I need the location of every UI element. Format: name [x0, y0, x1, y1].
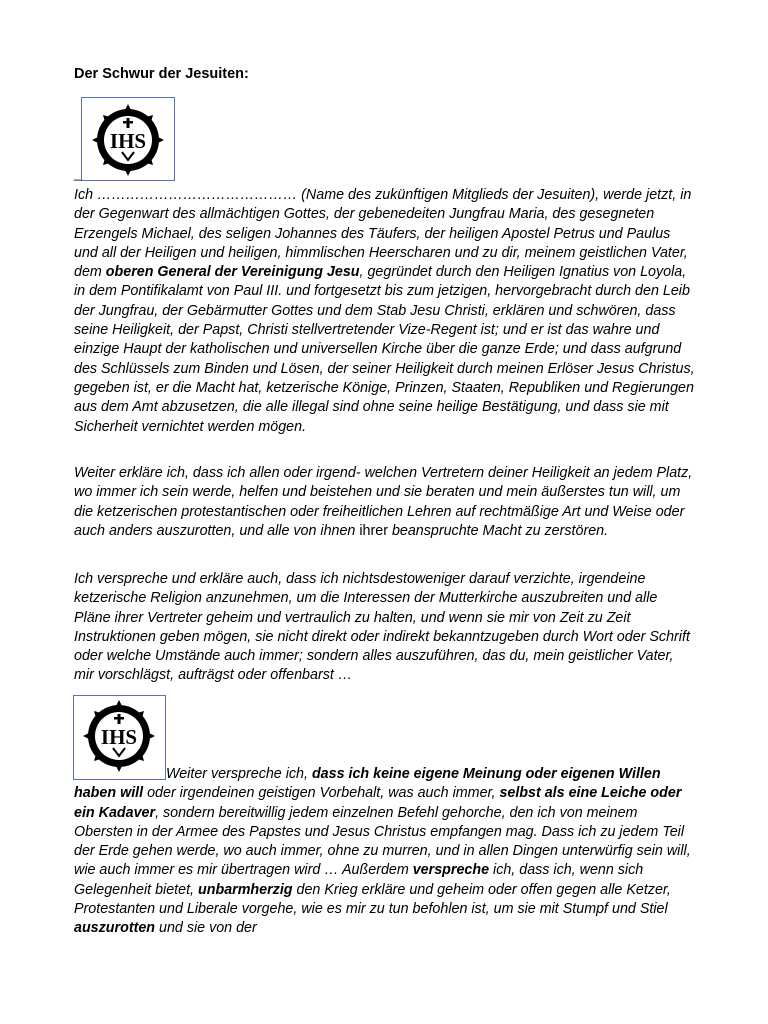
svg-text:IHS: IHS — [109, 129, 147, 153]
paragraph-oath-obedience: Weiter verspreche ich, dass ich keine eigene Meinung oder eigenen Willen haben will oder irgendeinen geistigen Vorbehalt, was auch immer, selbst als eine Leiche oder ein Kadaver, sondern bereitwillig jedem einzelnen Befehl gehorche, den ich von meinem Obersten in der Armee des Papstes und Jesus Christus empfangen mag. Dass ich zu jedem Teil der Erde gehen werde, wo auch immer, ohne zu murren, und in allen Dingen unterwürfig sein will, wie auch immer es mir übertragen wird … Außerdem verspreche ich, dass ich, wenn sich Gelegenheit bietet, unbarmherzig den Krieg erkläre und geheim oder offen gegen alle Ketzer, Protestanten und Liberale vorgehe, wie es mir zu tun befohlen ist, um sie mit Stumpf und Stiel auszurotten und sie von der — [74, 766, 691, 937]
svg-text:IHS: IHS — [100, 725, 138, 749]
paragraph-oath-intro: Ich …………………………………… (Name des zukünftigen Mitglieds der Jesuiten), werde jetzt, in der Gegenwart des allmächtigen Gottes, der gebenedeiten Jungfrau Maria, des gesegneten Erzengels Michael, des seligen Johannes des Täufers, der heiligen Apostel Petrus und Paulus und all der Heiligen und heiligen, himmlischen Heerscharen und zu dir, meinem geistlichen Vater, dem oberen General der Vereinigung Jesu, gegründet durch den Heiligen Ignatius von Loyola, in dem Pontifikalamt von Paul III. und fortgesetzt bis zum jetzigen, hervorgebracht durch den Leib der Jungfrau, der Gebärmutter Gottes und dem Stab Jesu Christi, erklären und schwören, dass seine Heiligkeit, der Papst, Christi stellvertretender Vize-Regent ist; und er ist das wahre und einzige Haupt der katholischen und universellen Kirche über die ganze Erde; und dass aufgrund des Schlüssels zum Binden und Lösen, der seiner Heiligkeit durch meinen Erlöser Jesus Christus, gegeben ist, er die Macht hat, ketzerische Könige, Prinzen, Staaten, Republiken und Regierungen aus dem Amt abzusetzen, die alle illegal sind ohne seine heilige Bestätigung, und dass sie mit Sicherheit vernichtet werden mögen. — [74, 187, 695, 435]
list-marker: _ — [74, 166, 82, 181]
paragraph-oath-promise: Ich verspreche und erkläre auch, dass ich nichtsdestoweniger darauf verzichte, irgendeine ketzerische Religion anzunehmen, um die Interessen der Mutterkirche auszubreiten und alle Pläne ihrer Vertreter geheim und vertraulich zu halten, und wenn sie mir von Zeit zu Zeit Instruktionen geben mögen, sie nicht direkt oder indirekt bekanntzugeben durch Wort oder Schrift oder welche Umstände auch immer; sondern alles auszuführen, das du, mein geistlicher Vater, mir vorschlägst, aufträgst oder offenbarst … — [74, 571, 690, 684]
ihs-emblem-icon — [81, 97, 175, 181]
page-title: Der Schwur der Jesuiten: — [74, 66, 249, 82]
paragraph-oath-declaration: Weiter erkläre ich, dass ich allen oder irgend- welchen Vertretern deiner Heiligkeit an jedem Platz, wo immer ich sein werde, helfen und beistehen und sie beraten und mein äußerstes tun will, um die ketzerischen protestantischen oder freiheitlichen Lehren auf rechtmäßige Art und Weise oder auch anders auszurotten, und alle von ihnen ihrer beanspruchte Macht zu zerstören. — [74, 465, 693, 539]
